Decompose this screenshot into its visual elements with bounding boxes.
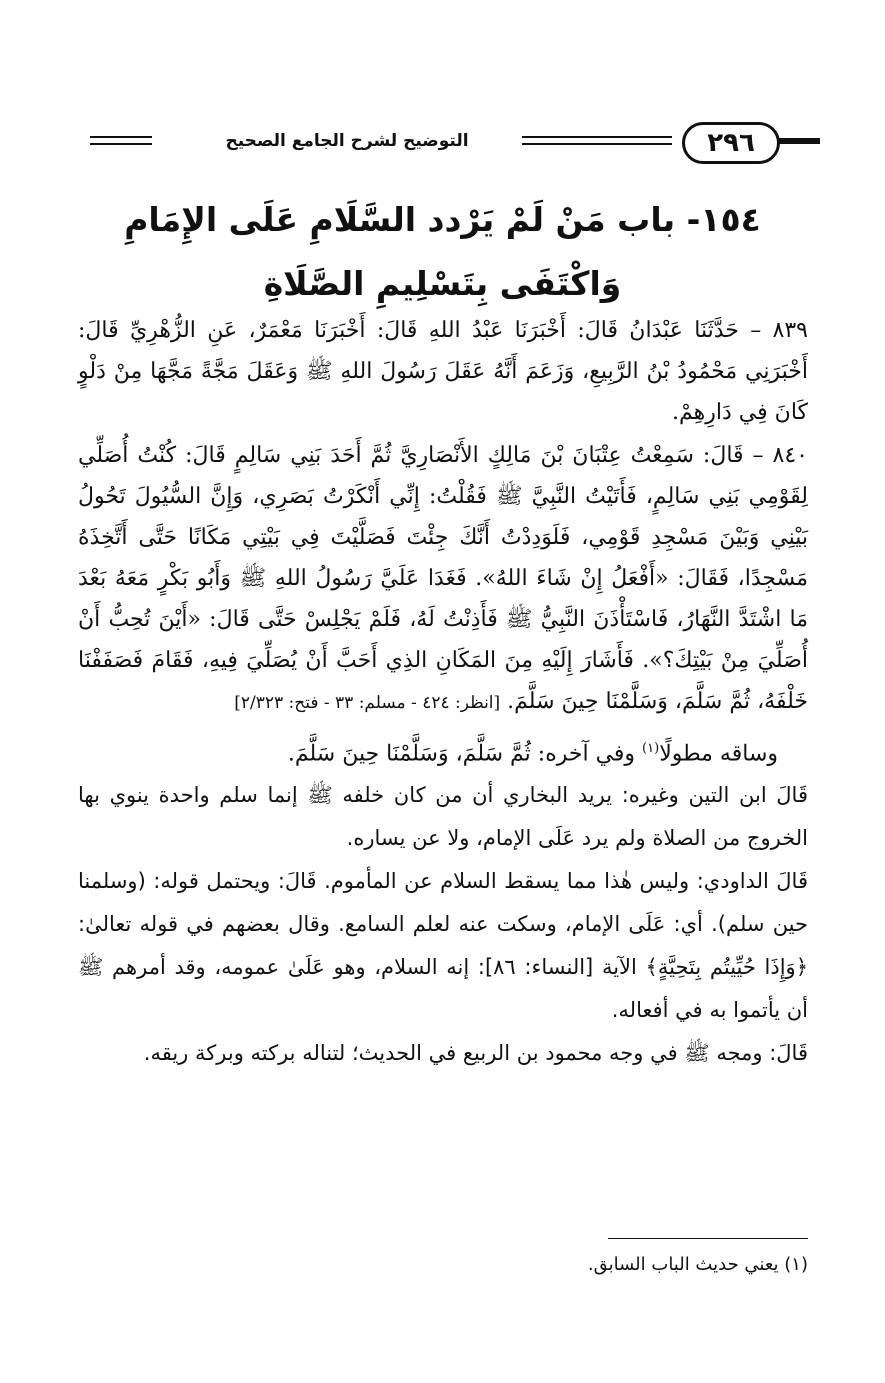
hadith-839: ٨٣٩ – حَدَّثَنَا عَبْدَانُ قَالَ: أَخْبَرَنَا عَبْدُ اللهِ قَالَ: أَخْبَرَنَا مَعْمَرٌ، عَنِ الزُّهْرِيِّ قَالَ: أَخْبَرَنِي مَحْمُودُ بْنُ الرَّبِيعِ، وَزَعَمَ أَنَّهُ عَقَلَ رَسُولَ اللهِ ﷺ وَعَقَلَ مَجَّةً مَجَّهَا مِنْ دَلْوٍ كَانَ فِي دَارِهِمْ. — [78, 318, 808, 425]
sawaqa-line — [78, 728, 808, 774]
footnote-separator — [608, 1238, 808, 1239]
chapter-title-line2: وَاكْتَفَى بِتَسْلِيمِ الصَّلَاةِ — [263, 264, 622, 303]
header-rule-right — [522, 136, 672, 146]
page-body — [78, 310, 808, 1075]
footnote-marker: (١) — [642, 741, 660, 756]
running-header — [90, 118, 820, 170]
hadith-840 — [78, 435, 808, 724]
running-title: التوضيح لشرح الجامع الصحيح — [225, 131, 469, 151]
page-number: ٢٩٦ — [682, 122, 780, 164]
commentary-paragraph: قَالَ: ومجه ﷺ في وجه محمود بن الربيع في الحديث؛ لتناله بركته وبركة ريقه. — [143, 1041, 808, 1066]
commentary-paragraph: قَالَ ابن التين وغيره: يريد البخاري أن من كان خلفه ﷺ إنما سلم واحدة ينوي بها الخروج من الصلاة ولم يرد عَلَى الإمام، ولا عن يساره. — [78, 783, 808, 851]
hadith-840-reference: [انظر: ٤٢٤ - مسلم: ٣٣ - فتح: ٢/٣٢٣] — [234, 693, 501, 713]
footnote: (١) يعني حديث الباب السابق. — [587, 1254, 808, 1275]
hadith-840-text: ٨٤٠ – قَالَ: سَمِعْتُ عِتْبَانَ بْنَ مَالِكٍ الأَنْصَارِيَّ ثُمَّ أَحَدَ بَنِي سَالِمٍ قَالَ: كُنْتُ أُصَلِّي لِقَوْمِي بَنِي سَالِمٍ، فَأَتَيْتُ النَّبِيَّ ﷺ فَقُلْتُ: إِنِّي أَنْكَرْتُ بَصَرِي، وَإِنَّ السُّيُولَ تَحُولُ بَيْنِي وَبَيْنَ مَسْجِدِ قَوْمِي، فَلَوَدِدْتُ أَنَّكَ جِئْتَ فَصَلَّيْتَ فِي بَيْتِي مَكَانًا حَتَّى أَتَّخِذَهُ مَسْجِدًا، فَقَالَ: «أَفْعَلُ إِنْ شَاءَ اللهُ». فَغَدَا عَلَيَّ رَسُولُ اللهِ ﷺ وَأَبُو بَكْرٍ مَعَهُ بَعْدَ مَا اشْتَدَّ النَّهَارُ، فَاسْتَأْذَنَ النَّبِيُّ ﷺ فَأَذِنْتُ لَهُ، فَلَمْ يَجْلِسْ حَتَّى قَالَ: «أَيْنَ تُحِبُّ أَنْ أُصَلِّيَ مِنْ بَيْتِكَ؟». فَأَشَارَ إِلَيْهِ مِنَ المَكَانِ الذِي أَحَبَّ أَنْ يُصَلِّيَ فِيهِ، فَقَامَ فَصَفَفْنَا خَلْفَهُ، ثُمَّ سَلَّمَ، وَسَلَّمْنَا حِينَ سَلَّمَ. — [78, 443, 808, 714]
commentary-paragraph: قَالَ الداودي: وليس هٰذا مما يسقط السلام عن المأموم. قَالَ: ويحتمل قوله: (وسلمنا حين سلم). أي: عَلَى الإمام، وسكت عنه لعلم السامع. وقال بعضهم في قوله تعالىٰ: ﴿وَإِذَا حُيِّيتُم بِتَحِيَّةٍ﴾ الآية [النساء: ٨٦]: إنه السلام، وهو عَلَىٰ عمومه، وقد أمرهم ﷺ أن يأتموا به في أفعاله. — [78, 869, 808, 1023]
chapter-title-line1: ١٥٤- باب مَنْ لَمْ يَرْدد السَّلَامِ عَلَى الإِمَامِ — [124, 200, 761, 239]
sawaqa-rest: وفي آخره: ثُمَّ سَلَّمَ، وَسَلَّمْنَا حِينَ سَلَّمَ. — [287, 741, 643, 767]
chapter-heading — [60, 188, 825, 316]
header-rule-left — [90, 136, 152, 146]
sawaqa-lead: وساقه مطولًا — [659, 741, 778, 767]
